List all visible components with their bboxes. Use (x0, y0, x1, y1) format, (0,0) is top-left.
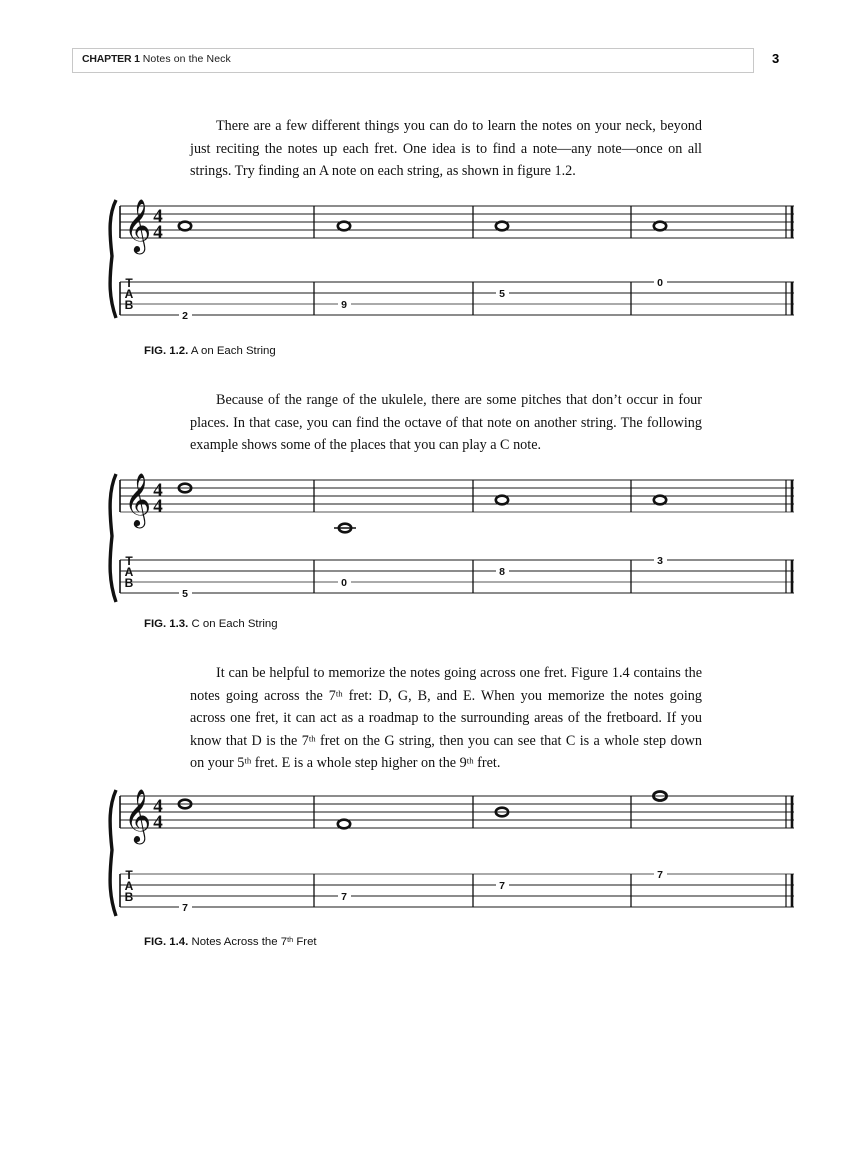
time-signature-numerator: 4 (153, 206, 163, 227)
chapter-label: CHAPTER 1 (82, 53, 140, 65)
treble-clef-icon: 𝄞 (124, 472, 152, 526)
treble-staff (120, 206, 794, 238)
ordinal-suffix: th (466, 755, 474, 766)
tab-letter-a: A (124, 565, 134, 579)
whole-note (496, 222, 508, 231)
running-head-text (82, 53, 231, 65)
paragraph-3-seg-4: fret. E is a whole step higher on the 9 (251, 755, 467, 771)
system-brace (110, 200, 116, 318)
tab-fret-number: 0 (341, 577, 347, 589)
whole-note (179, 222, 191, 231)
system-brace (110, 790, 116, 916)
music-system-fig-1-2 (108, 196, 796, 326)
figure-caption-1-4 (144, 936, 317, 948)
tab-fret-number: 3 (657, 555, 663, 567)
time-signature-denominator: 4 (153, 496, 163, 517)
tab-letter-b: B (124, 576, 134, 590)
notation-svg (108, 786, 796, 918)
ordinal-suffix: th (244, 755, 252, 766)
whole-note (654, 222, 666, 231)
figure-caption-label: FIG. 1.4. (144, 936, 189, 948)
treble-staff (120, 796, 794, 828)
figure-caption-title-pre: Notes Across the 7 (191, 936, 288, 948)
page-number: 3 (772, 51, 780, 66)
ordinal-suffix: th (287, 934, 294, 944)
treble-staff (120, 480, 794, 512)
tab-letter-t: T (125, 276, 133, 290)
running-head (72, 48, 792, 74)
figure-caption-1-3 (144, 618, 278, 630)
treble-clef-icon: 𝄞 (124, 788, 152, 842)
tab-fret-number: 5 (499, 288, 505, 300)
notation-svg (108, 470, 796, 605)
tab-staff (120, 560, 794, 593)
figure-caption-title-post: Fret (293, 936, 317, 948)
paragraph-3-seg-5: fret. (473, 755, 501, 771)
time-signature-numerator: 4 (153, 796, 163, 817)
music-system-fig-1-3 (108, 470, 796, 605)
whole-note (496, 496, 508, 505)
figure-caption-label: FIG. 1.2. (144, 345, 189, 357)
figure-caption-label: FIG. 1.3. (144, 618, 189, 630)
chapter-title: Notes on the Neck (142, 53, 231, 65)
paragraph-2: Because of the range of the ukulele, there are some pitches that don’t occur in four places. In that case, you can find the octave of that note on another string. The following example shows some of the places that you can play a C note. (190, 392, 702, 453)
treble-clef-icon: 𝄞 (124, 198, 152, 252)
tab-staff (120, 282, 794, 315)
notation-svg (108, 196, 796, 326)
figure-caption-title: C on Each String (191, 618, 278, 630)
tab-letter-a: A (124, 879, 134, 893)
paragraph-3-seg-3: fret on the G string, then you can see that C is a whole step down on your 5 (190, 732, 702, 771)
whole-note (338, 222, 350, 231)
whole-note (654, 496, 666, 505)
paragraph-1: There are a few different things you can do to learn the notes on your neck, beyond just reciting the notes up each fret. One idea is to find a note—any note—once on all strings. Try finding an A note on each string, as shown in figure 1.2. (190, 118, 702, 179)
figure-caption-title: A on Each String (190, 345, 276, 357)
tab-fret-number: 0 (657, 277, 663, 289)
paragraph-3-seg-2: fret: D, G, B, and E. When you memorize the notes going across one fret, it can act as a roadmap to the surrounding areas of the fretboard. If you know that D is the 7 (190, 687, 702, 749)
time-signature-numerator: 4 (153, 480, 163, 501)
paragraph-3-seg-1: It can be helpful to memorize the notes going across one fret. Figure 1.4 contains the notes going across the 7 (190, 665, 702, 704)
tab-fret-number: 5 (182, 588, 188, 600)
time-signature-denominator: 4 (153, 222, 163, 243)
tab-fret-number: 2 (182, 310, 188, 322)
ordinal-suffix: th (308, 732, 316, 743)
tab-fret-number: 7 (499, 880, 505, 892)
tab-fret-number: 7 (341, 891, 347, 903)
tab-letter-b: B (124, 890, 134, 904)
tab-letter-a: A (124, 287, 134, 301)
tab-staff (120, 874, 794, 907)
tab-fret-number: 7 (657, 869, 663, 881)
tab-fret-number: 9 (341, 299, 347, 311)
tab-letter-t: T (125, 868, 133, 882)
tab-letter-t: T (125, 554, 133, 568)
paragraph-3 (190, 662, 702, 775)
tab-fret-number: 7 (182, 902, 188, 914)
tab-fret-number: 8 (499, 566, 505, 578)
whole-note (338, 820, 350, 829)
figure-caption-1-2 (144, 345, 276, 357)
ordinal-suffix: th (335, 687, 343, 698)
tab-letter-b: B (124, 298, 134, 312)
system-brace (110, 474, 116, 602)
time-signature-denominator: 4 (153, 812, 163, 833)
music-system-fig-1-4 (108, 786, 796, 918)
